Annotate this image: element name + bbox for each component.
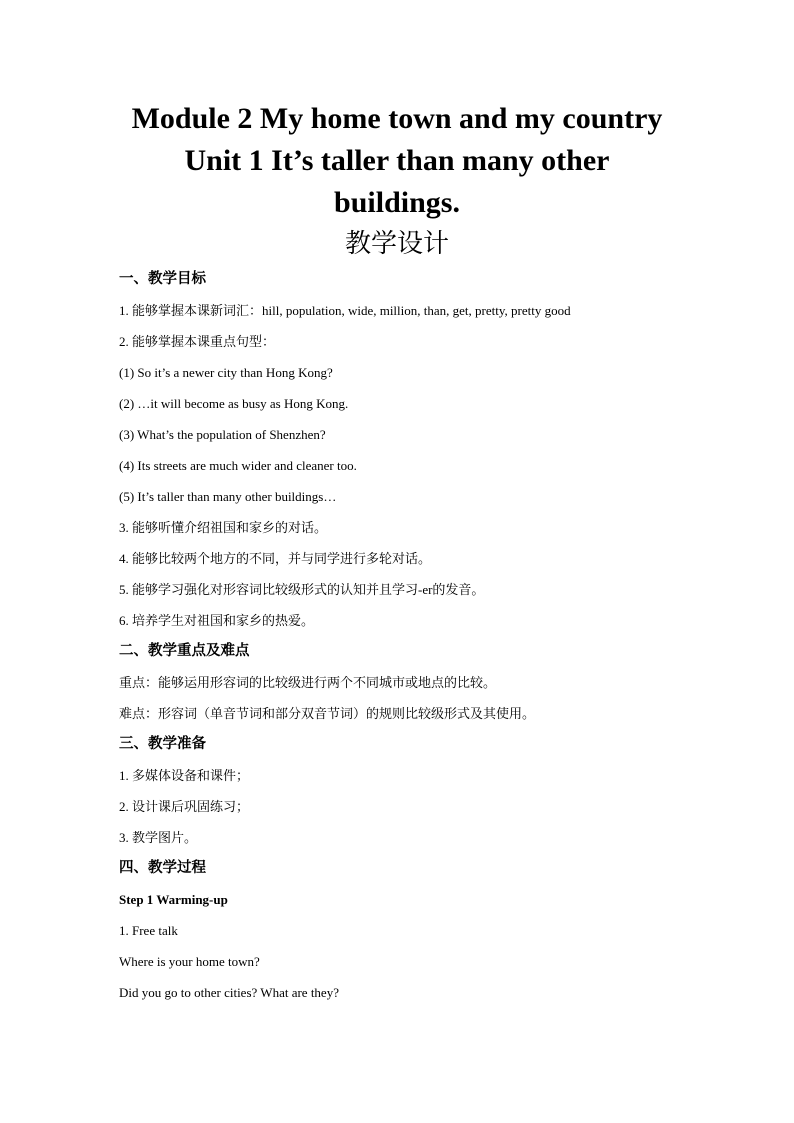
- objective-item: 2. 能够掌握本课重点句型：: [119, 334, 276, 349]
- objective-item: 3. 能够听懂介绍祖国和家乡的对话。: [119, 520, 328, 535]
- title-unit-line-continued: buildings.: [334, 186, 460, 219]
- objective-item: 1. 能够掌握本课新词汇：hill, population, wide, million, than, get, pretty, pretty good: [119, 303, 571, 318]
- sentence-pattern-item: (4) Its streets are much wider and cleaner too.: [119, 458, 357, 473]
- section-heading-key-points: 二、教学重点及难点: [119, 643, 250, 659]
- key-point-item: 重点：能够运用形容词的比较级进行两个不同城市或地点的比较。: [119, 675, 497, 690]
- title-module-line: Module 2 My home town and my country: [131, 102, 663, 135]
- step-heading-warming-up: Step 1 Warming-up: [119, 892, 228, 907]
- title-teaching-design: 教学设计: [344, 229, 449, 259]
- process-item: Did you go to other cities? What are they?: [119, 985, 339, 1000]
- preparation-item: 2. 设计课后巩固练习；: [119, 799, 250, 814]
- section-heading-objectives: 一、教学目标: [119, 271, 206, 287]
- sentence-pattern-item: (2) …it will become as busy as Hong Kong.: [119, 396, 349, 411]
- objective-item: 4. 能够比较两个地方的不同，并与同学进行多轮对话。: [119, 551, 432, 566]
- process-item: Where is your home town?: [119, 954, 260, 969]
- section-heading-process: 四、教学过程: [119, 860, 206, 876]
- sentence-pattern-item: (3) What’s the population of Shenzhen?: [119, 427, 326, 442]
- process-item: 1. Free talk: [119, 923, 178, 938]
- sentence-pattern-item: (1) So it’s a newer city than Hong Kong?: [119, 365, 333, 380]
- preparation-item: 1. 多媒体设备和课件；: [119, 768, 250, 783]
- difficult-point-item: 难点：形容词（单音节词和部分双音节词）的规则比较级形式及其使用。: [119, 706, 536, 721]
- section-heading-preparation: 三、教学准备: [119, 736, 206, 752]
- objective-item: 6. 培养学生对祖国和家乡的热爱。: [119, 613, 315, 628]
- sentence-pattern-item: (5) It’s taller than many other buildings…: [119, 489, 337, 504]
- document-body: [119, 264, 679, 1008]
- document-title: [0, 98, 794, 264]
- title-unit-line: Unit 1 It’s taller than many other: [184, 144, 610, 177]
- preparation-item: 3. 教学图片。: [119, 830, 198, 845]
- objective-item: 5. 能够学习强化对形容词比较级形式的认知并且学习-er的发音。: [119, 582, 485, 597]
